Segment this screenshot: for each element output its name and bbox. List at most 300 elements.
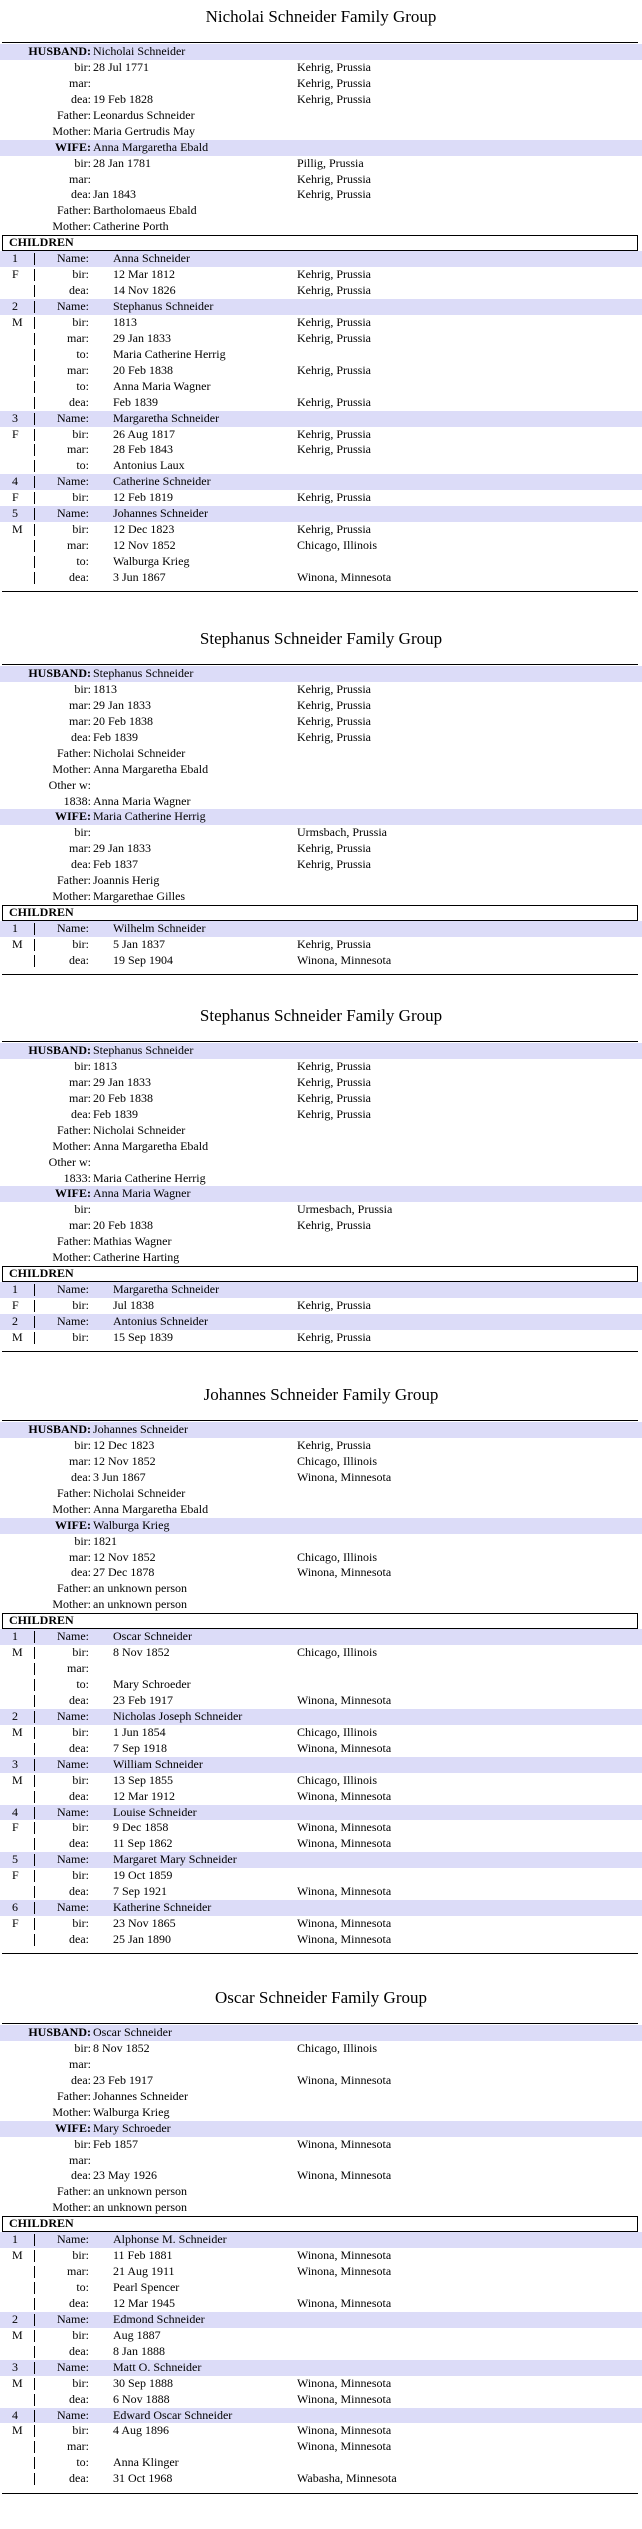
- name-label: Name:: [57, 2311, 89, 2326]
- child-fact-row: [0, 1645, 642, 1661]
- fact-row: [0, 857, 642, 873]
- fact-value: 9 Dec 1858: [113, 1820, 169, 1835]
- fact-row: [0, 1202, 642, 1218]
- wife-label: WIFE:: [55, 1517, 91, 1532]
- fact-place: Winona, Minnesota: [297, 2072, 392, 2087]
- fact-label: Father:: [57, 1485, 91, 1500]
- child-name-row: [0, 411, 642, 427]
- child-fact-row: [0, 1916, 642, 1932]
- fact-value: Maria Catherine Herrig: [113, 346, 226, 361]
- fact-place: Kehrig, Prussia: [297, 1437, 371, 1452]
- fact-row: [0, 1597, 642, 1613]
- child-fact-row: [0, 570, 642, 586]
- child-fact-row: [0, 538, 642, 554]
- fact-place: Winona, Minnesota: [297, 2391, 392, 2406]
- fact-label: dea:: [69, 1788, 89, 1803]
- fact-value: Jan 1843: [93, 187, 136, 202]
- fact-value: 5 Jan 1837: [113, 936, 165, 951]
- child-fact-row: [0, 1741, 642, 1757]
- fact-label: bir:: [72, 2375, 89, 2390]
- fact-value: an unknown person: [93, 2184, 187, 2199]
- fact-place: Winona, Minnesota: [297, 2423, 392, 2438]
- divider: [2, 2023, 638, 2024]
- child-fact-row: [0, 1725, 642, 1741]
- fact-label: bir:: [74, 155, 91, 170]
- child-name: Anna Schneider: [113, 251, 190, 266]
- fact-value: Feb 1839: [113, 394, 158, 409]
- fact-value: 12 Dec 1823: [113, 522, 175, 537]
- fact-label: Mother:: [52, 1250, 91, 1265]
- fact-value: 23 Feb 1917: [113, 1692, 173, 1707]
- fact-row: [0, 1454, 642, 1470]
- child-name-row: [0, 1314, 642, 1330]
- wife-name: Maria Catherine Herrig: [93, 809, 206, 824]
- name-label: Name:: [57, 921, 89, 935]
- child-name-row: [0, 2360, 642, 2376]
- fact-place: Kehrig, Prussia: [297, 442, 371, 457]
- child-number: 3: [12, 1756, 18, 1771]
- fact-label: bir:: [72, 522, 89, 537]
- husband-label: HUSBAND:: [28, 1422, 91, 1436]
- fact-value: Feb 1857: [93, 2136, 138, 2151]
- fact-label: bir:: [72, 1868, 89, 1883]
- fact-label: dea:: [71, 857, 91, 872]
- fact-place: Kehrig, Prussia: [297, 267, 371, 282]
- child-fact-row: [0, 2471, 642, 2487]
- fact-label: dea:: [69, 2343, 89, 2358]
- fact-label: Father:: [57, 1581, 91, 1596]
- child-fact-row: [0, 554, 642, 570]
- fact-row: [0, 873, 642, 889]
- fact-value: Catherine Harting: [93, 1250, 180, 1265]
- wife-name: Anna Maria Wagner: [93, 1186, 191, 1201]
- fact-place: Winona, Minnesota: [297, 1836, 392, 1851]
- fact-row: [0, 2105, 642, 2121]
- fact-label: Mother:: [52, 219, 91, 234]
- fact-row: [0, 2200, 642, 2216]
- fact-label: Mother:: [52, 1597, 91, 1612]
- fact-label: mar:: [69, 1549, 91, 1564]
- name-label: Name:: [57, 474, 89, 489]
- fact-value: 19 Sep 1904: [113, 952, 173, 967]
- fact-place: Winona, Minnesota: [297, 2248, 392, 2263]
- husband-name: Oscar Schneider: [93, 2025, 172, 2039]
- fact-row: [0, 108, 642, 124]
- fact-place: Kehrig, Prussia: [297, 362, 371, 377]
- child-number: 1: [12, 2232, 18, 2247]
- name-label: Name:: [57, 506, 89, 521]
- child-fact-row: [0, 315, 642, 331]
- fact-label: dea:: [69, 569, 89, 584]
- divider: [2, 664, 638, 665]
- fact-value: Walburga Krieg: [113, 554, 190, 568]
- husband-name: Stephanus Schneider: [93, 1043, 194, 1057]
- child-fact-row: [0, 1932, 642, 1948]
- fact-place: Kehrig, Prussia: [297, 490, 371, 505]
- fact-row: [0, 1123, 642, 1139]
- fact-value: Feb 1839: [93, 729, 138, 744]
- fact-place: Kehrig, Prussia: [297, 1218, 371, 1233]
- fact-label: bir:: [72, 2423, 89, 2438]
- fact-row: [0, 1470, 642, 1486]
- fact-label: bir:: [74, 2136, 91, 2151]
- fact-label: bir:: [74, 59, 91, 74]
- name-label: Name:: [57, 2407, 89, 2422]
- wife-label: WIFE:: [55, 1186, 91, 1201]
- fact-label: dea:: [71, 2072, 91, 2087]
- fact-place: Kehrig, Prussia: [297, 330, 371, 345]
- fact-row: [0, 1565, 642, 1581]
- fact-value: 13 Sep 1855: [113, 1772, 173, 1787]
- fact-value: 12 Nov 1852: [113, 538, 176, 553]
- fact-label: Father:: [57, 1122, 91, 1137]
- fact-label: dea:: [69, 1884, 89, 1899]
- fact-value: 20 Feb 1838: [113, 362, 173, 377]
- fact-label: to:: [76, 458, 89, 473]
- fact-row: [0, 2041, 642, 2057]
- fact-place: Kehrig, Prussia: [297, 713, 371, 728]
- fact-label: bir:: [74, 1058, 91, 1073]
- fact-place: Kehrig, Prussia: [297, 1106, 371, 1121]
- fact-label: 1833:: [63, 1170, 91, 1185]
- fact-label: dea:: [69, 1932, 89, 1946]
- child-fact-row: [0, 1677, 642, 1693]
- fact-label: mar:: [67, 442, 89, 457]
- fact-row: [0, 889, 642, 905]
- fact-place: Kehrig, Prussia: [297, 1058, 371, 1073]
- fact-label: dea:: [71, 729, 91, 744]
- child-sex: F: [12, 1916, 19, 1931]
- child-sex: F: [12, 426, 19, 441]
- fact-place: Chicago, Illinois: [297, 1724, 377, 1739]
- husband-name: Stephanus Schneider: [93, 666, 194, 680]
- fact-place: Winona, Minnesota: [297, 1469, 392, 1484]
- fact-place: Chicago, Illinois: [297, 1549, 377, 1564]
- child-name-row: [0, 1629, 642, 1645]
- child-number: 4: [12, 1804, 18, 1819]
- fact-value: Leonardus Schneider: [93, 107, 195, 122]
- fact-place: Winona, Minnesota: [297, 1884, 392, 1899]
- fact-place: Winona, Minnesota: [297, 1692, 392, 1707]
- fact-value: 28 Feb 1843: [113, 442, 173, 457]
- fact-place: Winona, Minnesota: [297, 1916, 392, 1931]
- name-label: Name:: [57, 1900, 89, 1915]
- fact-place: Chicago, Illinois: [297, 1453, 377, 1468]
- fact-place: Kehrig, Prussia: [297, 841, 371, 856]
- group-title: Oscar Schneider Family Group: [215, 1988, 427, 2007]
- child-fact-row: [0, 1868, 642, 1884]
- child-name: Johannes Schneider: [113, 506, 208, 521]
- fact-label: to:: [76, 378, 89, 393]
- fact-label: mar:: [69, 1074, 91, 1089]
- fact-row: [0, 1581, 642, 1597]
- fact-place: Chicago, Illinois: [297, 1772, 377, 1787]
- fact-place: Winona, Minnesota: [297, 1820, 392, 1835]
- fact-value: 20 Feb 1838: [93, 713, 153, 728]
- fact-place: Winona, Minnesota: [297, 2295, 392, 2310]
- fact-label: Mother:: [52, 2104, 91, 2119]
- fact-label: bir:: [72, 1329, 89, 1344]
- fact-value: 1 Jun 1854: [113, 1724, 166, 1739]
- fact-value: 31 Oct 1968: [113, 2471, 173, 2486]
- fact-place: Winona, Minnesota: [297, 2264, 392, 2279]
- child-fact-row: [0, 2439, 642, 2455]
- fact-row: [0, 698, 642, 714]
- fact-row: [0, 219, 642, 235]
- fact-row: [0, 1502, 642, 1518]
- child-sex: F: [12, 1298, 19, 1312]
- fact-value: 30 Sep 1888: [113, 2375, 173, 2390]
- child-name-row: [0, 1852, 642, 1868]
- fact-place: Winona, Minnesota: [297, 2375, 392, 2390]
- fact-label: dea:: [71, 91, 91, 106]
- child-number: 5: [12, 1852, 18, 1867]
- child-name: Alphonse M. Schneider: [113, 2232, 227, 2247]
- fact-value: 8 Jan 1888: [113, 2343, 165, 2358]
- child-fact-row: [0, 347, 642, 363]
- fact-place: Kehrig, Prussia: [297, 283, 371, 298]
- child-fact-row: [0, 267, 642, 283]
- fact-label: bir:: [74, 1533, 91, 1548]
- fact-value: 8 Nov 1852: [113, 1645, 170, 1660]
- fact-value: 12 Dec 1823: [93, 1437, 155, 1452]
- fact-label: mar:: [67, 2439, 89, 2454]
- child-fact-row: [0, 1820, 642, 1836]
- fact-label: bir:: [72, 1916, 89, 1931]
- fact-row: [0, 1171, 642, 1187]
- name-label: Name:: [57, 1313, 89, 1328]
- fact-value: 21 Aug 1911: [113, 2264, 175, 2279]
- fact-row: [0, 1234, 642, 1250]
- wife-row: [0, 1518, 642, 1534]
- fact-label: dea:: [69, 283, 89, 298]
- fact-row: [0, 1486, 642, 1502]
- group-title: Johannes Schneider Family Group: [203, 1385, 439, 1404]
- child-sex: F: [12, 267, 19, 282]
- wife-label: WIFE:: [55, 2120, 91, 2135]
- child-number: 2: [12, 2311, 18, 2326]
- fact-value: 7 Sep 1918: [113, 1740, 167, 1755]
- fact-label: to:: [76, 554, 89, 568]
- fact-value: 19 Feb 1828: [93, 91, 153, 106]
- fact-value: 1821: [93, 1533, 117, 1548]
- child-sex: M: [12, 1772, 23, 1787]
- child-fact-row: [0, 363, 642, 379]
- child-sex: M: [12, 2327, 23, 2342]
- fact-row: [0, 1250, 642, 1266]
- fact-label: Father:: [57, 745, 91, 760]
- child-name-row: [0, 2232, 642, 2248]
- fact-label: Other w:: [48, 777, 91, 792]
- fact-label: Mother:: [52, 1138, 91, 1153]
- fact-label: bir:: [74, 681, 91, 696]
- fact-place: Kehrig, Prussia: [297, 1074, 371, 1089]
- name-label: Name:: [57, 1629, 89, 1644]
- fact-value: Mary Schroeder: [113, 1677, 191, 1691]
- child-number: 1: [12, 921, 18, 935]
- fact-label: mar:: [67, 330, 89, 345]
- fact-value: 15 Sep 1839: [113, 1329, 173, 1344]
- fact-place: Winona, Minnesota: [297, 2136, 392, 2151]
- child-fact-row: [0, 283, 642, 299]
- children-header: CHILDREN: [2, 905, 638, 921]
- fact-row: [0, 2057, 642, 2073]
- wife-row: [0, 809, 642, 825]
- group-rows: [0, 666, 642, 969]
- fact-value: 11 Feb 1881: [113, 2248, 173, 2263]
- child-sex: F: [12, 490, 19, 505]
- child-name: Edward Oscar Schneider: [113, 2407, 233, 2422]
- fact-place: Chicago, Illinois: [297, 1645, 377, 1660]
- child-number: 1: [12, 1282, 18, 1297]
- child-sex: F: [12, 1868, 19, 1883]
- child-fact-row: [0, 1298, 642, 1314]
- fact-place: Kehrig, Prussia: [297, 171, 371, 186]
- child-fact-row: [0, 2264, 642, 2280]
- fact-label: bir:: [72, 267, 89, 282]
- fact-label: dea:: [71, 1469, 91, 1484]
- fact-value: 20 Feb 1838: [93, 1090, 153, 1105]
- fact-row: [0, 714, 642, 730]
- fact-place: Kehrig, Prussia: [297, 1329, 371, 1344]
- child-fact-row: [0, 2376, 642, 2392]
- fact-row: [0, 762, 642, 778]
- fact-value: 25 Jan 1890: [113, 1932, 171, 1946]
- child-fact-row: [0, 1836, 642, 1852]
- fact-label: mar:: [69, 1453, 91, 1468]
- child-fact-row: [0, 522, 642, 538]
- fact-place: Kehrig, Prussia: [297, 426, 371, 441]
- fact-label: bir:: [72, 1645, 89, 1660]
- fact-label: bir:: [72, 314, 89, 329]
- fact-label: Father:: [57, 2184, 91, 2199]
- fact-label: dea:: [71, 187, 91, 202]
- fact-place: Kehrig, Prussia: [297, 522, 371, 537]
- fact-row: [0, 2089, 642, 2105]
- child-number: 2: [12, 1313, 18, 1328]
- fact-label: bir:: [72, 1298, 89, 1312]
- fact-place: Winona, Minnesota: [297, 2168, 392, 2183]
- name-label: Name:: [57, 2359, 89, 2374]
- fact-value: 11 Sep 1862: [113, 1836, 173, 1851]
- fact-value: Nicholai Schneider: [93, 1485, 186, 1500]
- child-fact-row: [0, 1330, 642, 1346]
- divider: [2, 1420, 638, 1421]
- divider: [2, 1041, 638, 1042]
- fact-place: Winona, Minnesota: [297, 1565, 392, 1580]
- fact-row: [0, 825, 642, 841]
- husband-row: [0, 44, 642, 60]
- child-fact-row: [0, 458, 642, 474]
- child-number: 3: [12, 2359, 18, 2374]
- fact-value: 20 Feb 1838: [93, 1218, 153, 1233]
- fact-label: Mother:: [52, 123, 91, 138]
- fact-row: [0, 203, 642, 219]
- fact-row: [0, 841, 642, 857]
- child-sex: M: [12, 1645, 23, 1660]
- divider: [2, 974, 638, 975]
- fact-value: 23 May 1926: [93, 2168, 157, 2183]
- child-name-row: [0, 1757, 642, 1773]
- fact-label: bir:: [72, 1772, 89, 1787]
- fact-label: Mother:: [52, 1501, 91, 1516]
- fact-row: [0, 746, 642, 762]
- child-name-row: [0, 474, 642, 490]
- fact-value: 29 Jan 1833: [93, 841, 151, 856]
- fact-label: dea:: [71, 2168, 91, 2183]
- fact-label: Mother:: [52, 761, 91, 776]
- fact-label: Father:: [57, 873, 91, 888]
- child-number: 1: [12, 1629, 18, 1644]
- child-number: 4: [12, 2407, 18, 2422]
- fact-label: mar:: [69, 75, 91, 90]
- child-name: Wilhelm Schneider: [113, 921, 206, 935]
- fact-row: [0, 1438, 642, 1454]
- child-name-row: [0, 1282, 642, 1298]
- fact-row: [0, 1218, 642, 1234]
- fact-value: Joannis Herig: [93, 873, 160, 888]
- fact-place: Kehrig, Prussia: [297, 681, 371, 696]
- fact-label: mar:: [69, 1090, 91, 1105]
- husband-row: [0, 666, 642, 682]
- child-fact-row: [0, 2280, 642, 2296]
- fact-label: mar:: [67, 1661, 89, 1676]
- fact-label: dea:: [69, 2391, 89, 2406]
- fact-value: Feb 1839: [93, 1106, 138, 1121]
- fact-value: Feb 1837: [93, 857, 138, 872]
- child-name-row: [0, 2312, 642, 2328]
- fact-label: dea:: [69, 1836, 89, 1851]
- fact-place: Kehrig, Prussia: [297, 91, 371, 106]
- group-title: Stephanus Schneider Family Group: [199, 629, 443, 648]
- fact-value: Anna Klinger: [113, 2455, 179, 2470]
- fact-label: mar:: [67, 362, 89, 377]
- fact-value: Johannes Schneider: [93, 2088, 188, 2103]
- child-sex: M: [12, 2248, 23, 2263]
- fact-label: mar:: [67, 538, 89, 553]
- child-fact-row: [0, 1661, 642, 1677]
- fact-value: 28 Jul 1771: [93, 59, 150, 74]
- fact-label: Other w:: [48, 1154, 91, 1169]
- fact-value: Aug 1887: [113, 2327, 161, 2342]
- fact-place: Kehrig, Prussia: [297, 697, 371, 712]
- fact-value: 12 Nov 1852: [93, 1549, 156, 1564]
- fact-value: Walburga Krieg: [93, 2104, 170, 2119]
- fact-value: 12 Mar 1812: [113, 267, 175, 282]
- fact-value: 27 Dec 1878: [93, 1565, 155, 1580]
- fact-place: Kehrig, Prussia: [297, 75, 371, 90]
- fact-label: bir:: [74, 1437, 91, 1452]
- child-fact-row: [0, 2423, 642, 2439]
- fact-label: mar:: [69, 2152, 91, 2167]
- fact-place: Kehrig, Prussia: [297, 936, 371, 951]
- fact-label: bir:: [72, 1820, 89, 1835]
- fact-value: Anna Margaretha Ebald: [93, 1501, 209, 1516]
- fact-row: [0, 156, 642, 172]
- child-name: Antonius Schneider: [113, 1313, 208, 1328]
- child-name-row: [0, 921, 642, 937]
- fact-value: 12 Feb 1819: [113, 490, 173, 505]
- fact-label: dea:: [71, 1565, 91, 1580]
- wife-name: Anna Margaretha Ebald: [93, 139, 209, 154]
- child-name: Catherine Schneider: [113, 474, 211, 489]
- fact-place: Winona, Minnesota: [297, 1788, 392, 1803]
- name-label: Name:: [57, 299, 89, 313]
- fact-row: [0, 2073, 642, 2089]
- fact-value: 12 Mar 1912: [113, 1788, 175, 1803]
- fact-row: [0, 1550, 642, 1566]
- fact-label: mar:: [69, 697, 91, 712]
